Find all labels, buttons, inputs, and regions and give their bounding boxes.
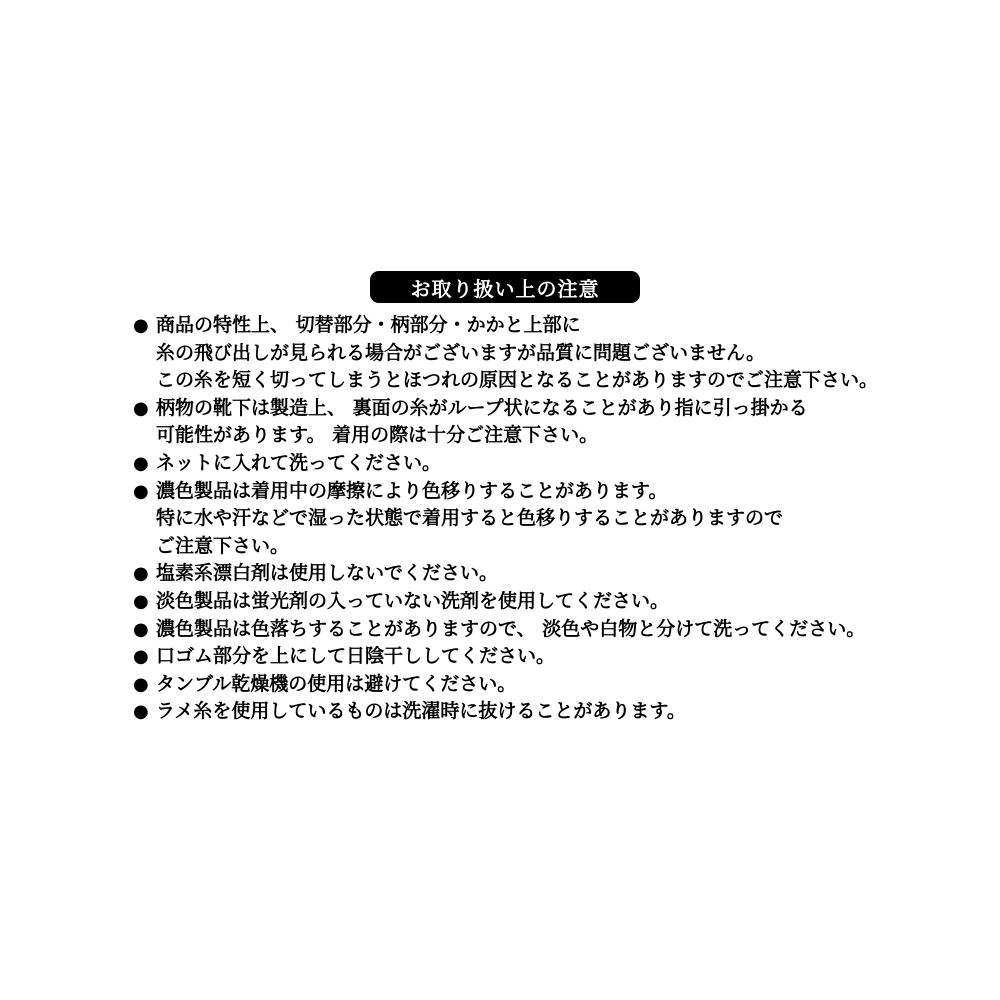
note-line: 塩素系漂白剤は使用しないでください。 [156, 562, 499, 585]
bullet-icon: ● [133, 590, 149, 612]
list-item [133, 616, 888, 644]
bullet-icon: ● [133, 646, 149, 668]
list-item [133, 560, 888, 588]
bullet-icon: ● [133, 480, 149, 502]
bullet-icon: ● [133, 452, 149, 474]
bullet-icon: ● [133, 701, 149, 723]
list-item-text [156, 312, 888, 395]
note-line: 商品の特性上、 切替部分・柄部分・かかと上部に [156, 314, 581, 336]
list-item [133, 395, 888, 450]
list-item [133, 588, 888, 616]
list-item-text [156, 698, 888, 726]
list-item-text [156, 671, 888, 699]
bullet-icon: ● [133, 563, 149, 585]
list-item-text [156, 478, 888, 561]
note-line: 濃色製品は色落ちすることがありますので、 淡色や白物と分けて洗ってください。 [156, 617, 866, 640]
note-line: 柄物の靴下は製造上、 裏面の糸がループ状になることがあり指に引っ掛かる [156, 396, 808, 419]
note-line: ラメ糸を使用しているものは洗濯時に抜けることがあります。 [156, 700, 686, 723]
note-line: タンブル乾燥機の使用は避けてください。 [156, 672, 517, 695]
bullet-icon: ● [133, 618, 149, 640]
note-line: 淡色製品は蛍光剤の入っていない洗剤を使用してください。 [156, 589, 670, 612]
list-item-text [156, 395, 888, 450]
list-item-text [156, 450, 888, 478]
list-item [133, 450, 888, 478]
care-notes-list [133, 312, 888, 726]
note-line: 口ゴム部分を上にして日陰干ししてください。 [156, 645, 556, 668]
bullet-icon: ● [133, 673, 149, 695]
list-item-text [156, 560, 888, 588]
note-line: 特に水や汗などで湿った状態で着用すると色移りすることがありますので [156, 507, 784, 530]
bullet-icon: ● [133, 397, 149, 419]
note-line: ネットに入れて洗ってください。 [156, 451, 442, 474]
section-title: お取り扱い上の注意 [410, 276, 600, 301]
section-title-banner [370, 271, 640, 303]
list-item-text [156, 643, 888, 671]
list-item [133, 312, 888, 395]
note-line: ご注意下さい。 [156, 534, 290, 557]
list-item-text [156, 588, 888, 616]
bullet-icon: ● [133, 315, 149, 336]
list-item [133, 478, 888, 561]
list-item [133, 671, 888, 699]
note-line: 糸の飛び出しが見られる場合がございますが品質に問題ございません。 [156, 341, 766, 364]
list-item-text [156, 616, 888, 644]
list-item [133, 698, 888, 726]
list-item [133, 643, 888, 671]
note-line: この糸を短く切ってしまうとほつれの原因となることがありますのでご注意下さい。 [156, 369, 879, 392]
note-line: 可能性があります。 着用の際は十分ご注意下さい。 [156, 424, 599, 447]
note-line: 濃色製品は着用中の摩擦により色移りすることがあります。 [156, 479, 668, 502]
